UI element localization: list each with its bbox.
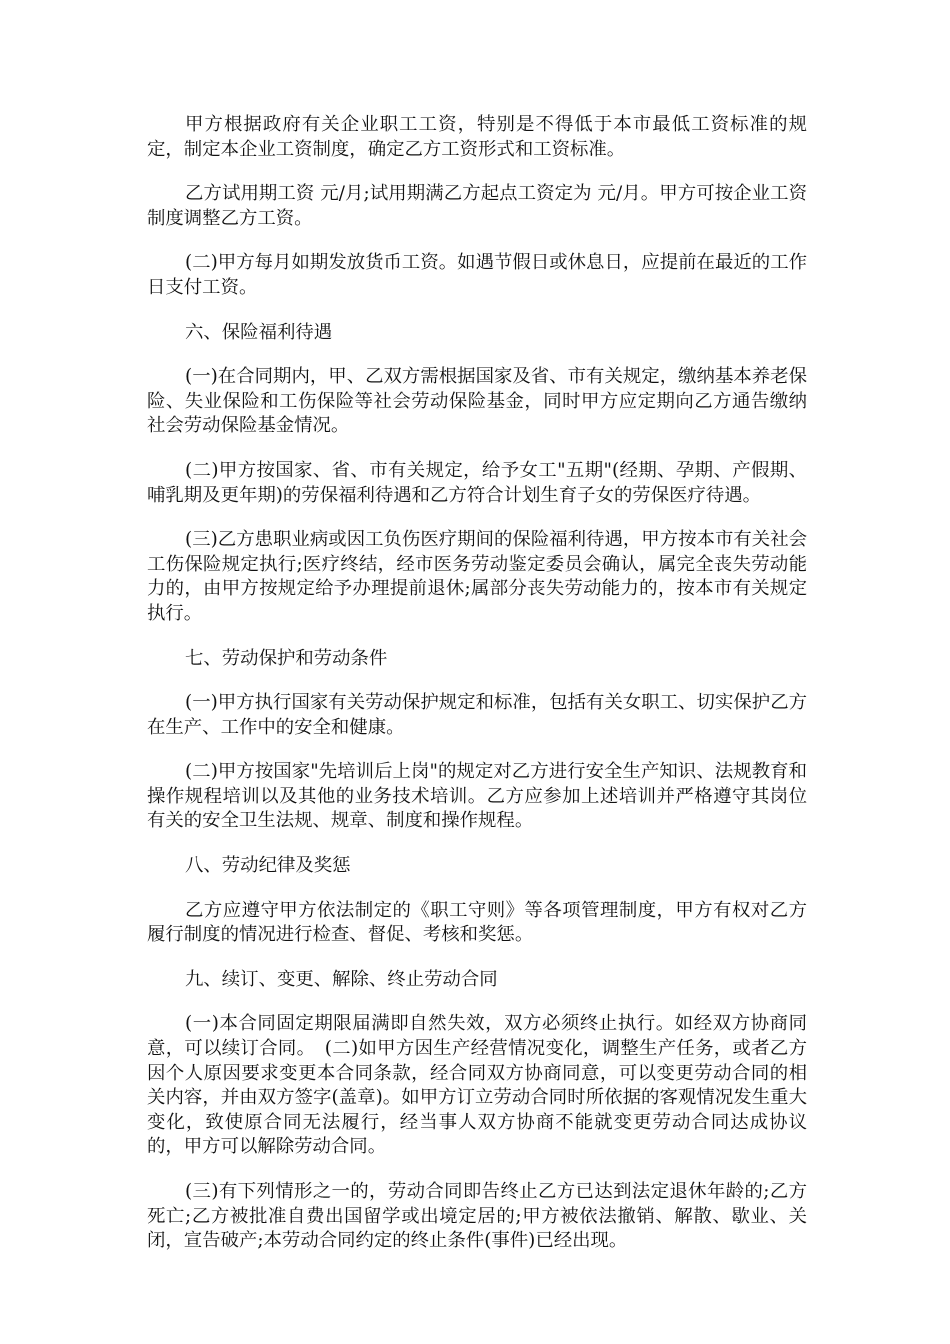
section-heading-labor-protection: 七、劳动保护和劳动条件 bbox=[185, 647, 388, 669]
paragraph-renewal-modification: (一)本合同固定期限届满即自然失效，双方必须终止执行。如经双方协商同意，可以续订合同。 (二)如甲方因生产经营情况变化，调整生产任务，或者乙方因个人原因要求变更本合同条款，经合同双方协商同意，可以变更劳动合同的相关内容，并由双方签字(盖章)。如甲方订立劳动合同时所依据的客观情况发生重大变化，致使原合同无法履行，经当事人双方协商不能就变更劳动合同达成协议的，甲方可以解除劳动合同。 bbox=[147, 1013, 807, 1158]
paragraph-wage-payment: (二)甲方每月如期发放货币工资。如遇节假日或休息日，应提前在最近的工作日支付工资。 bbox=[147, 252, 807, 298]
paragraph-termination: (三)有下列情形之一的，劳动合同即告终止乙方已达到法定退休年龄的;乙方死亡;乙方被批准自费出国留学或出境定居的;甲方被依法撤销、解散、歇业、关闭，宣告破产;本劳动合同约定的终止条件(事件)已经出现。 bbox=[147, 1181, 807, 1252]
paragraph-rules: 乙方应遵守甲方依法制定的《职工守则》等各项管理制度，甲方有权对乙方履行制度的情况进行检查、督促、考核和奖惩。 bbox=[147, 899, 807, 946]
section-heading-contract-changes: 九、续订、变更、解除、终止劳动合同 bbox=[185, 968, 498, 990]
paragraph-social-insurance: (一)在合同期内，甲、乙双方需根据国家及省、市有关规定，缴纳基本养老保险、失业保险和工伤保险等社会劳动保险基金，同时甲方应定期向乙方通告缴纳社会劳动保险基金情况。 bbox=[147, 366, 807, 437]
paragraph-safety-standards: (一)甲方执行国家有关劳动保护规定和标准，包括有关女职工、切实保护乙方在生产、工作中的安全和健康。 bbox=[147, 692, 807, 738]
paragraph-probation-wage: 乙方试用期工资 元/月;试用期满乙方起点工资定为 元/月。甲方可按企业工资制度调整乙方工资。 bbox=[147, 183, 807, 229]
paragraph-wage-standard: 甲方根据政府有关企业职工工资，特别是不得低于本市最低工资标准的规定，制定本企业工资制度，确定乙方工资形式和工资标准。 bbox=[147, 114, 807, 160]
document-body bbox=[147, 113, 807, 1274]
section-heading-insurance: 六、保险福利待遇 bbox=[185, 321, 333, 343]
paragraph-training: (二)甲方按国家"先培训后上岗"的规定对乙方进行安全生产知识、法规教育和操作规程培训以及其他的业务技术培训。乙方应参加上述培训并严格遵守其岗位有关的安全卫生法规、规章、制度和操作规程。 bbox=[147, 761, 807, 832]
paragraph-female-benefits: (二)甲方按国家、省、市有关规定，给予女工"五期"(经期、孕期、产假期、哺乳期及更年期)的劳保福利待遇和乙方符合计划生育子女的劳保医疗待遇。 bbox=[147, 459, 807, 506]
section-heading-discipline: 八、劳动纪律及奖惩 bbox=[185, 855, 351, 877]
paragraph-occupational-injury: (三)乙方患职业病或因工负伤医疗期间的保险福利待遇，甲方按本市有关社会工伤保险规定执行;医疗终结，经市医务劳动鉴定委员会确认，属完全丧失劳动能力的，由甲方按规定给予办理提前退休;属部分丧失劳动能力的，按本市有关规定执行。 bbox=[147, 529, 807, 624]
